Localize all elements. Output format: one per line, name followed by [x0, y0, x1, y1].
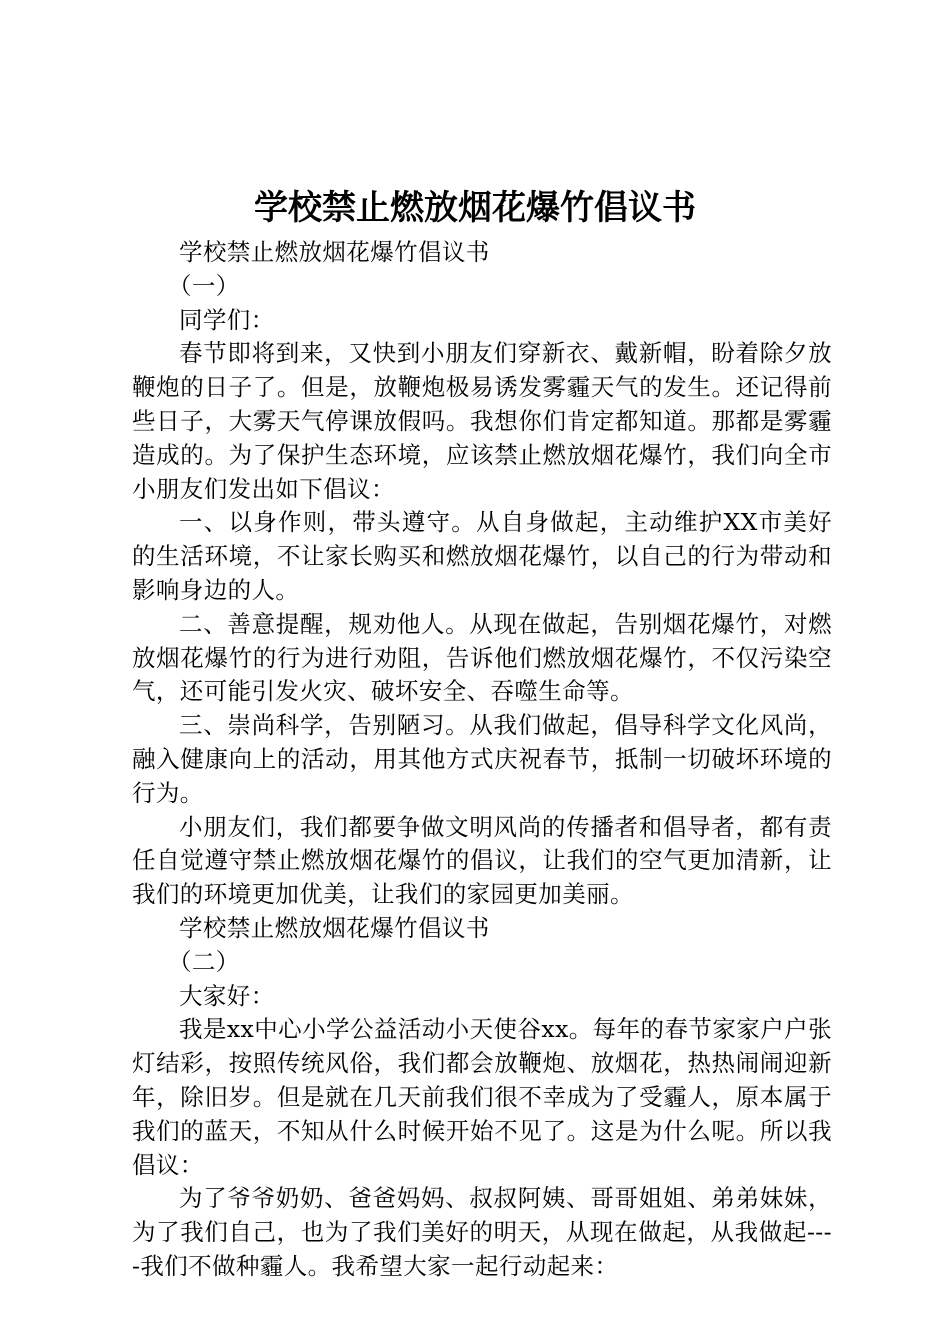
- document-title: 学校禁止燃放烟花爆竹倡议书: [254, 188, 696, 228]
- section-heading-1: 学校禁止燃放烟花爆竹倡议书: [179, 238, 490, 266]
- salutation-2: 大家好：: [179, 981, 275, 1010]
- section-heading-2: 学校禁止燃放烟花爆竹倡议书: [179, 913, 490, 942]
- body-paragraph: 小朋友们，我们都要争做文明风尚的传播者和倡导者，都有责任自觉遵守禁止燃放烟花爆竹的倡议，让我们的空气更加清新，让我们的环境更加优美，让我们的家园更加美丽。: [132, 812, 832, 909]
- section-number-1: （一）: [168, 271, 240, 300]
- document-body: [132, 236, 832, 1284]
- salutation-1: 同学们：: [179, 305, 275, 334]
- section-number-2: （二）: [168, 947, 240, 976]
- body-paragraph: 我是xx中心小学公益活动小天使谷xx。每年的春节家家户户张灯结彩，按照传统风俗，我们都会放鞭炮、放烟花，热热闹闹迎新年，除旧岁。但是就在几天前我们很不幸成为了受霾人，原本属于我们的蓝天，不知从什么时候开始不见了。这是为什么呢。所以我倡议：: [132, 1015, 832, 1179]
- body-paragraph: 为了爷爷奶奶、爸爸妈妈、叔叔阿姨、哥哥姐姐、弟弟妹妹，为了我们自己，也为了我们美好的明天，从现在做起，从我做起----我们不做种霾人。我希望大家一起行动起来：: [132, 1184, 832, 1280]
- body-paragraph: 春节即将到来，又快到小朋友们穿新衣、戴新帽，盼着除夕放鞭炮的日子了。但是，放鞭炮极易诱发雾霾天气的发生。还记得前些日子，大雾天气停课放假吗。我想你们肯定都知道。那都是雾霾造成的。为了保护生态环境，应该禁止燃放烟花爆竹，我们向全市小朋友们发出如下倡议：: [132, 339, 832, 503]
- body-paragraph: 二、善意提醒，规劝他人。从现在做起，告别烟花爆竹，对燃放烟花爆竹的行为进行劝阻，告诉他们燃放烟花爆竹，不仅污染空气，还可能引发火灾、破坏安全、吞噬生命等。: [132, 609, 832, 706]
- body-paragraph: 一、以身作则，带头遵守。从自身做起，主动维护XX市美好的生活环境，不让家长购买和燃放烟花爆竹，以自己的行为带动和影响身边的人。: [132, 508, 832, 604]
- body-paragraph: 三、崇尚科学，告别陋习。从我们做起，倡导科学文化风尚，融入健康向上的活动，用其他方式庆祝春节，抵制一切破坏环境的行为。: [132, 711, 832, 807]
